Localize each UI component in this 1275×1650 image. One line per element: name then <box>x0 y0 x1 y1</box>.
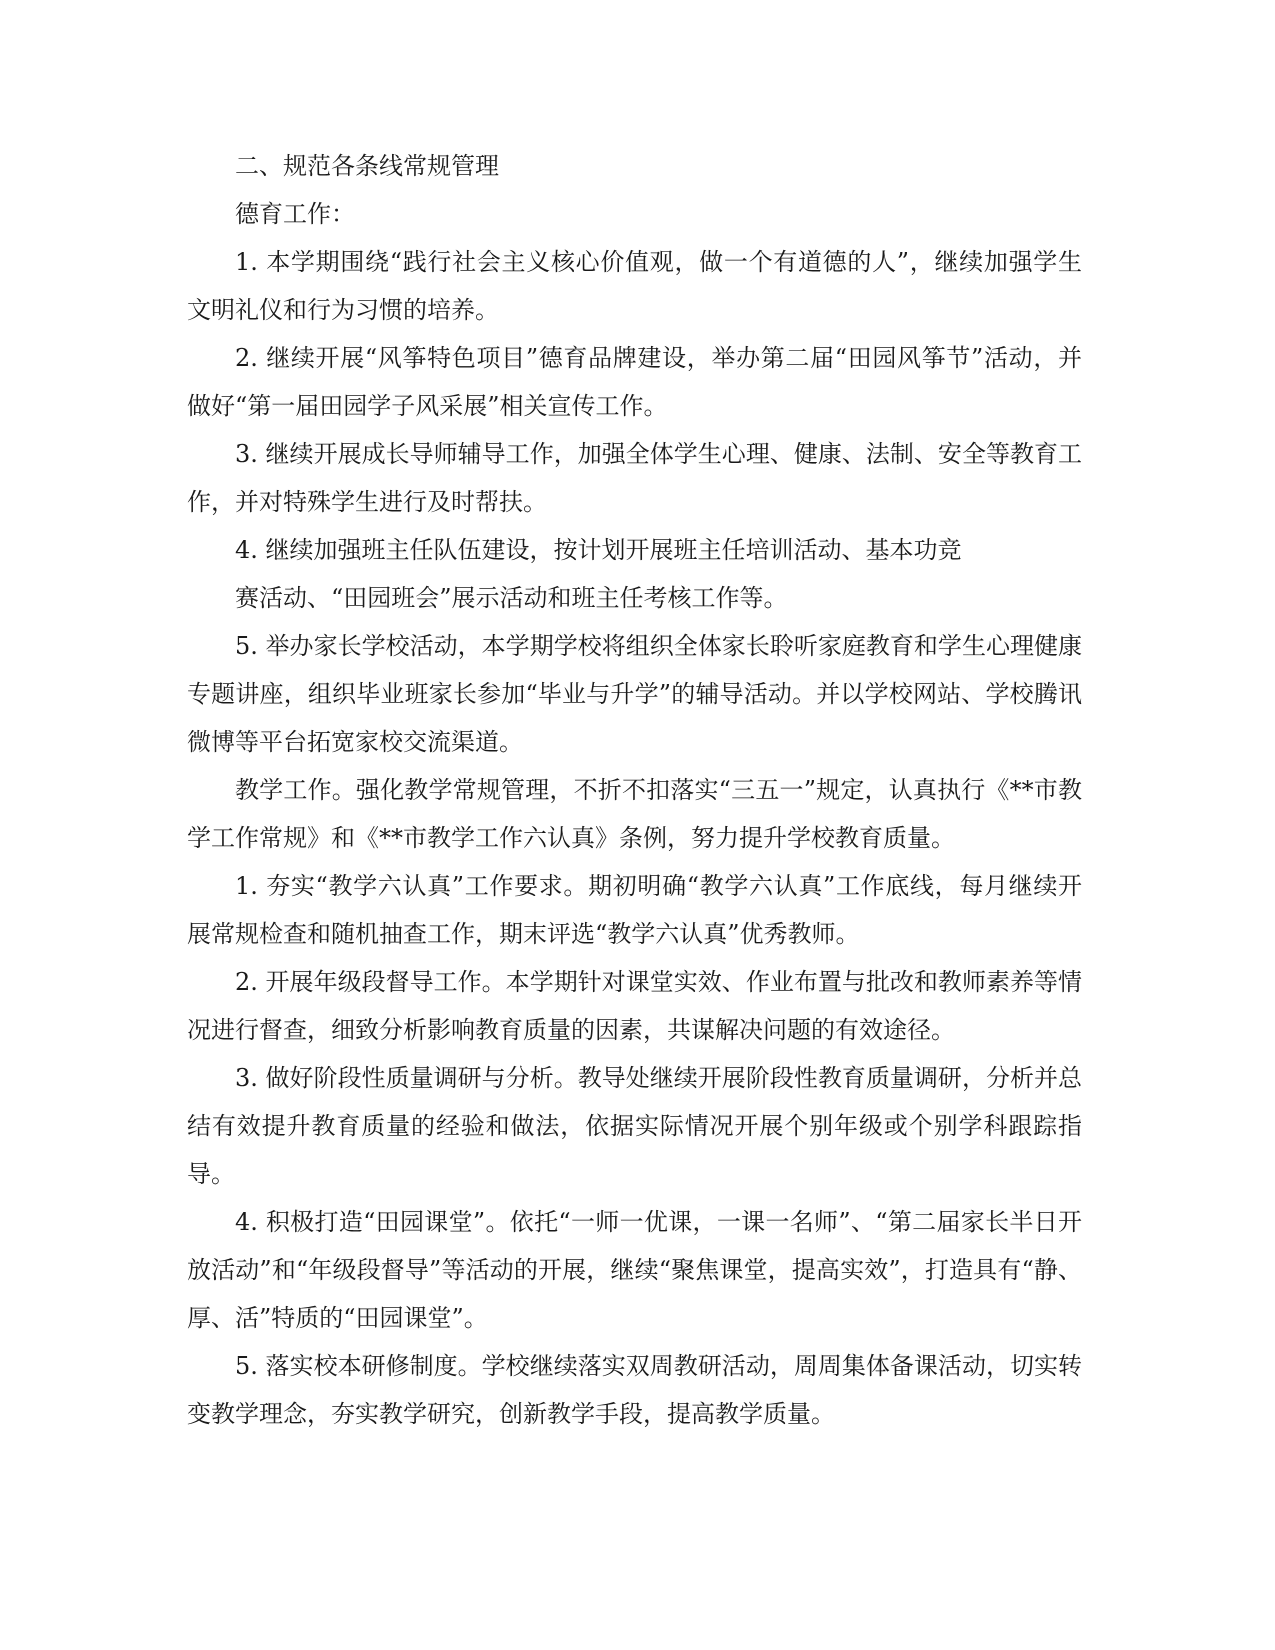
moral-item-4: 4. 继续加强班主任队伍建设，按计划开展班主任培训活动、基本功竞 <box>235 536 962 564</box>
moral-item-1: 1. 本学期围绕“践行社会主义核心价值观，做一个有道德的人”，继续加强学生文明礼仪和行为习惯的培养。 <box>187 248 1082 324</box>
moral-item-3: 3. 继续开展成长导师辅导工作，加强全体学生心理、健康、法制、安全等教育工作，并对特殊学生进行及时帮扶。 <box>187 440 1082 516</box>
moral-item-2: 2. 继续开展“风筝特色项目”德育品牌建设，举办第二届“田园风筝节”活动，并做好“第一届田园学子风采展”相关宣传工作。 <box>187 344 1082 420</box>
moral-education-title: 德育工作： <box>235 200 355 228</box>
teaching-item-1: 1. 夯实“教学六认真”工作要求。期初明确“教学六认真”工作底线，每月继续开展常规检查和随机抽查工作，期末评选“教学六认真”优秀教师。 <box>187 872 1082 948</box>
teaching-item-3: 3. 做好阶段性质量调研与分析。教导处继续开展阶段性教育质量调研，分析并总结有效提升教育质量的经验和做法，依据实际情况开展个别年级或个别学科跟踪指导。 <box>187 1064 1082 1188</box>
teaching-intro: 教学工作。强化教学常规管理，不折不扣落实“三五一”规定，认真执行《**市教学工作常规》和《**市教学工作六认真》条例，努力提升学校教育质量。 <box>187 776 1082 852</box>
moral-item-5: 5. 举办家长学校活动，本学期学校将组织全体家长聆听家庭教育和学生心理健康专题讲座，组织毕业班家长参加“毕业与升学”的辅导活动。并以学校网站、学校腾讯微博等平台拓宽家校交流渠道。 <box>187 632 1082 756</box>
moral-item-4-continued: 赛活动、“田园班会”展示活动和班主任考核工作等。 <box>235 584 788 612</box>
teaching-item-2: 2. 开展年级段督导工作。本学期针对课堂实效、作业布置与批改和教师素养等情况进行督查，细致分析影响教育质量的因素，共谋解决问题的有效途径。 <box>187 968 1082 1044</box>
teaching-item-4: 4. 积极打造“田园课堂”。依托“一师一优课，一课一名师”、“第二届家长半日开放活动”和“年级段督导”等活动的开展，继续“聚焦课堂，提高实效”，打造具有“静、厚、活”特质的“田园课堂”。 <box>187 1208 1082 1332</box>
document-body <box>187 142 1082 1438</box>
teaching-item-5: 5. 落实校本研修制度。学校继续落实双周教研活动，周周集体备课活动，切实转变教学理念，夯实教学研究，创新教学手段，提高教学质量。 <box>187 1352 1082 1428</box>
section-heading: 二、规范各条线常规管理 <box>235 152 499 180</box>
